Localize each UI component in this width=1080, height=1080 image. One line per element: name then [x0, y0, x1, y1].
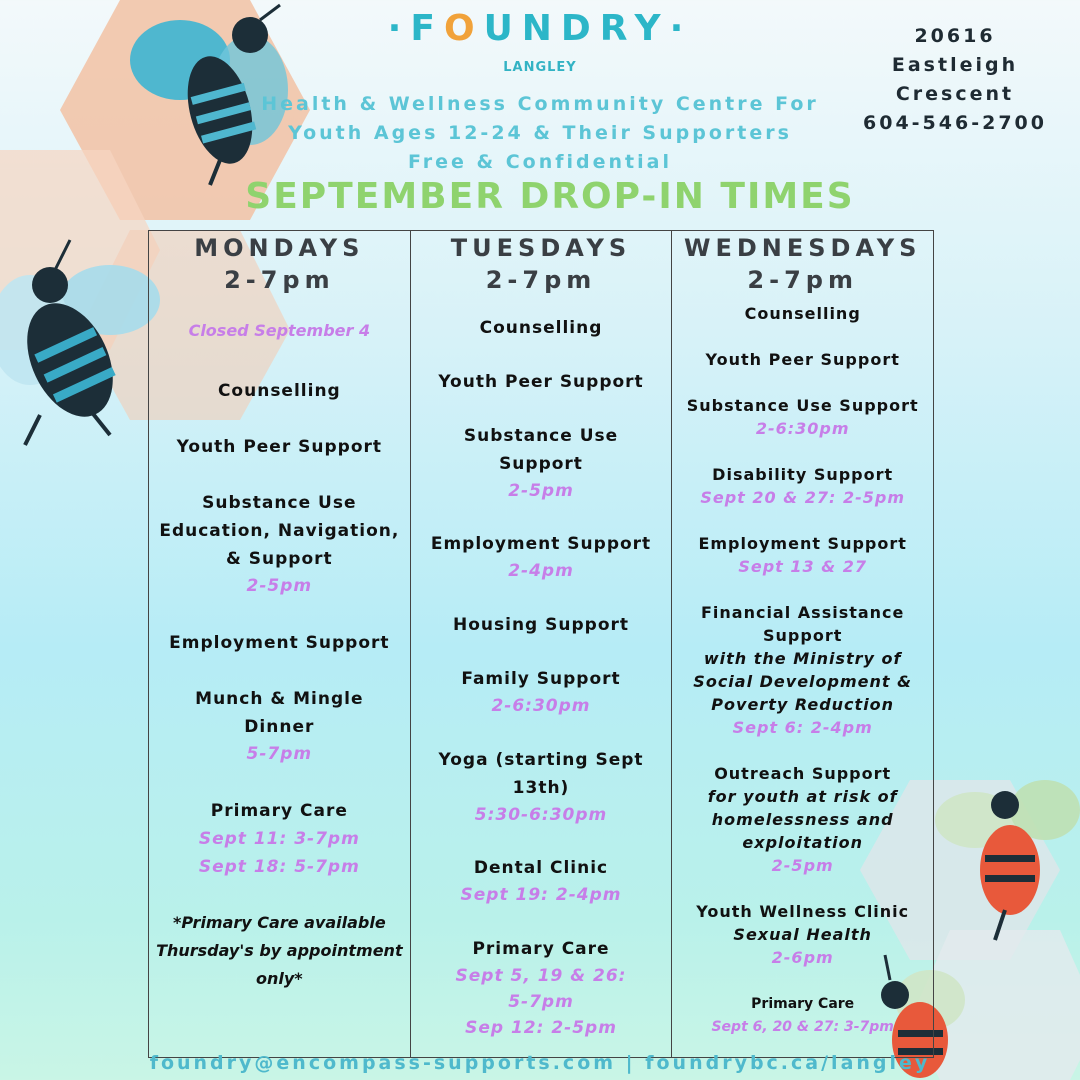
service-counselling: Counselling — [217, 381, 341, 401]
brand-logo: ·FOUNDRY· — [387, 8, 693, 49]
service-primary — [411, 935, 672, 1041]
service-label: Support — [763, 626, 843, 645]
service-primary — [149, 797, 410, 881]
service-label: Family Support — [461, 669, 621, 689]
tagline — [230, 90, 850, 177]
day-hours: 2-7pm — [224, 266, 335, 294]
day-heading: MONDAYS — [194, 234, 365, 262]
service-employment — [411, 530, 672, 584]
service-label: Outreach Support — [714, 764, 892, 783]
service-time: Sept 11: 3-7pm — [198, 829, 360, 849]
column-tuesday — [411, 231, 673, 1057]
service-note: with the Ministry of — [703, 649, 902, 668]
service-youth-wellness — [672, 900, 933, 969]
service-label: Primary Care — [472, 939, 610, 959]
service-time: 5:30-6:30pm — [474, 805, 608, 825]
tagline-line: Youth Ages 12-24 & Their Supporters — [288, 122, 792, 144]
service-label: Disability Support — [712, 465, 894, 484]
column-wednesday — [672, 231, 933, 1057]
service-housing: Housing Support — [452, 615, 630, 635]
service-peer: Youth Peer Support — [705, 350, 900, 369]
service-substance — [672, 394, 933, 440]
service-label: Dental Clinic — [473, 858, 609, 878]
service-label: Substance Use Support — [686, 396, 919, 415]
tagline-line: Health & Wellness Community Centre For — [261, 93, 819, 115]
service-label: Primary Care — [210, 801, 348, 821]
service-outreach — [672, 762, 933, 877]
service-yoga — [411, 746, 672, 828]
service-time: Sep 12: 2-5pm — [465, 1018, 617, 1038]
address-line: 20616 — [914, 25, 996, 47]
service-counselling: Counselling — [744, 304, 861, 323]
service-note: Social Development & — [693, 672, 913, 691]
service-note: homelessness and — [711, 810, 894, 829]
column-monday — [149, 231, 411, 1057]
address-line: Crescent — [895, 83, 1015, 105]
service-label: Employment Support — [430, 534, 652, 554]
contact-footer: foundry@encompass-supports.com | foundrybc.ca/langley — [149, 1052, 931, 1074]
service-time: Sept 6, 20 & 27: 3-7pm — [711, 1019, 894, 1035]
primary-care-footnote — [149, 909, 410, 993]
phone-number: 604-546-2700 — [863, 112, 1047, 134]
tagline-line: Free & Confidential — [408, 151, 672, 173]
service-counselling: Counselling — [479, 318, 603, 338]
service-time: 5-7pm — [246, 744, 313, 764]
day-heading: TUESDAYS — [450, 234, 632, 262]
service-substance — [149, 489, 410, 599]
service-label: & Support — [226, 549, 333, 569]
brand-location: LANGLEY — [503, 60, 577, 75]
service-peer: Youth Peer Support — [176, 437, 383, 457]
service-time: Sept 19: 2-4pm — [460, 885, 622, 905]
service-time: 2-6:30pm — [755, 419, 850, 438]
service-label: Dinner — [244, 717, 315, 737]
service-time: 2-4pm — [508, 561, 574, 581]
service-dental — [411, 854, 672, 908]
service-note: Sexual Health — [733, 925, 872, 944]
service-primary — [672, 993, 933, 1039]
orange-bee-icon — [935, 770, 1080, 950]
service-family — [411, 665, 672, 719]
page-title: SEPTEMBER DROP-IN TIMES — [245, 176, 855, 217]
service-financial — [672, 601, 933, 739]
service-label: Yoga (starting Sept — [438, 750, 644, 770]
service-time: 2-5pm — [508, 481, 574, 501]
service-time: Sept 13 & 27 — [738, 557, 868, 576]
service-peer: Youth Peer Support — [438, 372, 644, 392]
service-time: 2-6:30pm — [491, 696, 591, 716]
service-label: Substance Use — [202, 493, 357, 513]
service-time: 2-6pm — [771, 948, 834, 967]
service-time: 5-7pm — [508, 992, 574, 1012]
service-time: Sept 5, 19 & 26: — [455, 966, 627, 986]
service-label: Youth Wellness Clinic — [696, 902, 910, 921]
address-block — [840, 22, 1070, 138]
service-label: Support — [499, 454, 583, 474]
service-time: 2-5pm — [771, 856, 834, 875]
closed-notice: Closed September 4 — [188, 321, 371, 340]
service-disability — [672, 463, 933, 509]
service-label: Education, Navigation, — [159, 521, 400, 541]
service-label: Munch & Mingle — [195, 689, 364, 709]
day-hours: 2-7pm — [485, 266, 597, 294]
footnote-line: *Primary Care available — [172, 913, 386, 932]
service-label: 13th) — [512, 778, 570, 798]
service-employment — [672, 532, 933, 578]
service-note: exploitation — [742, 833, 863, 852]
service-label: Substance Use — [463, 426, 619, 446]
day-hours: 2-7pm — [747, 266, 858, 294]
service-time: Sept 18: 5-7pm — [198, 857, 360, 877]
service-label: Primary Care — [751, 996, 855, 1012]
service-note: for youth at risk of — [707, 787, 898, 806]
footnote-line: only* — [256, 969, 303, 988]
service-note: Poverty Reduction — [711, 695, 895, 714]
service-munch — [149, 685, 410, 767]
schedule-table — [148, 230, 934, 1058]
service-label: Employment Support — [698, 534, 907, 553]
service-employment: Employment Support — [169, 633, 390, 653]
service-time: 2-5pm — [246, 576, 313, 596]
service-time: Sept 6: 2-4pm — [732, 718, 873, 737]
service-time: Sept 20 & 27: 2-5pm — [700, 488, 906, 507]
footnote-line: Thursday's by appointment — [156, 941, 403, 960]
address-line: Eastleigh — [891, 54, 1019, 76]
service-label: Financial Assistance — [700, 603, 905, 622]
day-heading: WEDNESDAYS — [683, 234, 922, 262]
service-substance — [411, 422, 672, 504]
